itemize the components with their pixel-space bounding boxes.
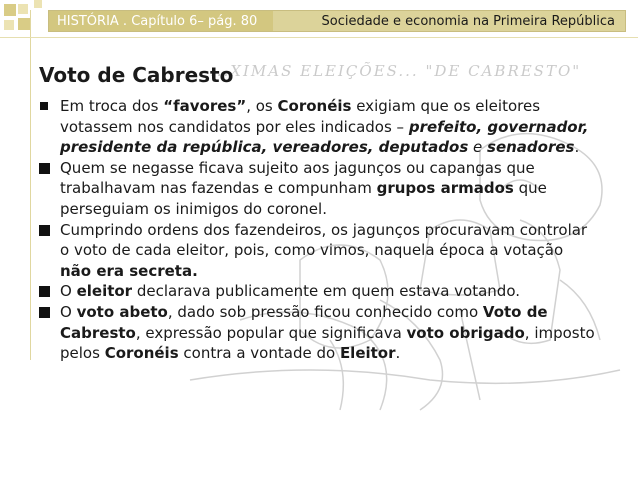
bullet-text-segment: Eleitor <box>339 344 396 363</box>
bullet-text-segment: , imposto pelos <box>60 323 595 363</box>
bullet-text-segment: eleitor <box>76 282 133 301</box>
bullet-text-segment: Em troca dos <box>60 97 164 115</box>
cartoon-caption: ...XIMAS ELEIÇÕES... "DE CABRESTO" <box>210 62 582 80</box>
bullet-text-segment: O <box>60 302 77 321</box>
bullet-text-segment: , os <box>246 97 278 115</box>
square-bullet-icon <box>39 286 50 297</box>
bullet-item <box>38 96 598 158</box>
square-bullet-icon <box>40 102 48 110</box>
bullet-item <box>38 220 598 282</box>
slide-header <box>48 10 626 32</box>
bullet-text-segment: senadores <box>487 138 575 157</box>
vertical-rule <box>30 10 31 360</box>
bullet-item <box>38 302 598 364</box>
bullet-text-segment: declarava publicamente em quem estava votando. <box>132 282 520 301</box>
bullet-text-segment: Coronéis <box>277 97 352 115</box>
bullet-text-segment: Coronéis <box>104 344 179 363</box>
horizontal-rule <box>0 37 638 38</box>
bullet-text-segment: voto abeto <box>76 302 168 321</box>
bullet-text-segment: O <box>60 282 77 301</box>
bullet-text-segment: não era secreta. <box>60 261 198 280</box>
slide-title: Voto de Cabresto <box>39 63 234 87</box>
bullet-text-segment: , dado sob pressão ficou conhecido como <box>167 302 483 321</box>
bullet-text-segment: prefeito, governador, presidente da república, vereadores, deputados <box>60 117 589 157</box>
bullet-text-segment: Quem se negasse ficava sujeito aos jagunços ou capangas que trabalhavam nas fazendas e compunham <box>60 158 535 198</box>
bullet-list <box>38 96 598 364</box>
header-topic-text: Sociedade e economia na Primeira República <box>321 14 615 29</box>
bullet-text-segment: “favores” <box>163 97 247 115</box>
square-bullet-icon <box>39 163 50 174</box>
bullet-text-segment: grupos armados <box>376 179 514 198</box>
bullet-text-segment: voto obrigado <box>406 323 525 342</box>
bullet-text-segment: Cumprindo ordens dos fazendeiros, os jagunços procuravam controlar o voto de cada eleitor, pois, como vimos, naquela época a votação <box>60 220 588 260</box>
bullet-item <box>38 281 598 302</box>
square-bullet-icon <box>39 225 50 236</box>
bullet-text-segment: . <box>395 344 401 363</box>
header-chapter-text: HISTÓRIA . Capítulo 6– pág. 80 <box>57 14 258 29</box>
bullet-text-segment: . <box>574 138 580 157</box>
bullet-text-segment: contra a vontade do <box>178 344 340 363</box>
bullet-text-segment: e <box>468 138 488 157</box>
bullet-text-segment: Voto de Cabresto <box>60 302 548 342</box>
bullet-text-segment: exigiam que os eleitores votassem nos candidatos por eles indicados – <box>60 97 541 136</box>
bullet-item <box>38 158 598 220</box>
bullet-text-segment: que perseguiam os inimigos do coronel. <box>60 179 547 218</box>
bullet-text-segment: , expressão popular que significava <box>135 323 407 342</box>
square-bullet-icon <box>39 307 50 318</box>
